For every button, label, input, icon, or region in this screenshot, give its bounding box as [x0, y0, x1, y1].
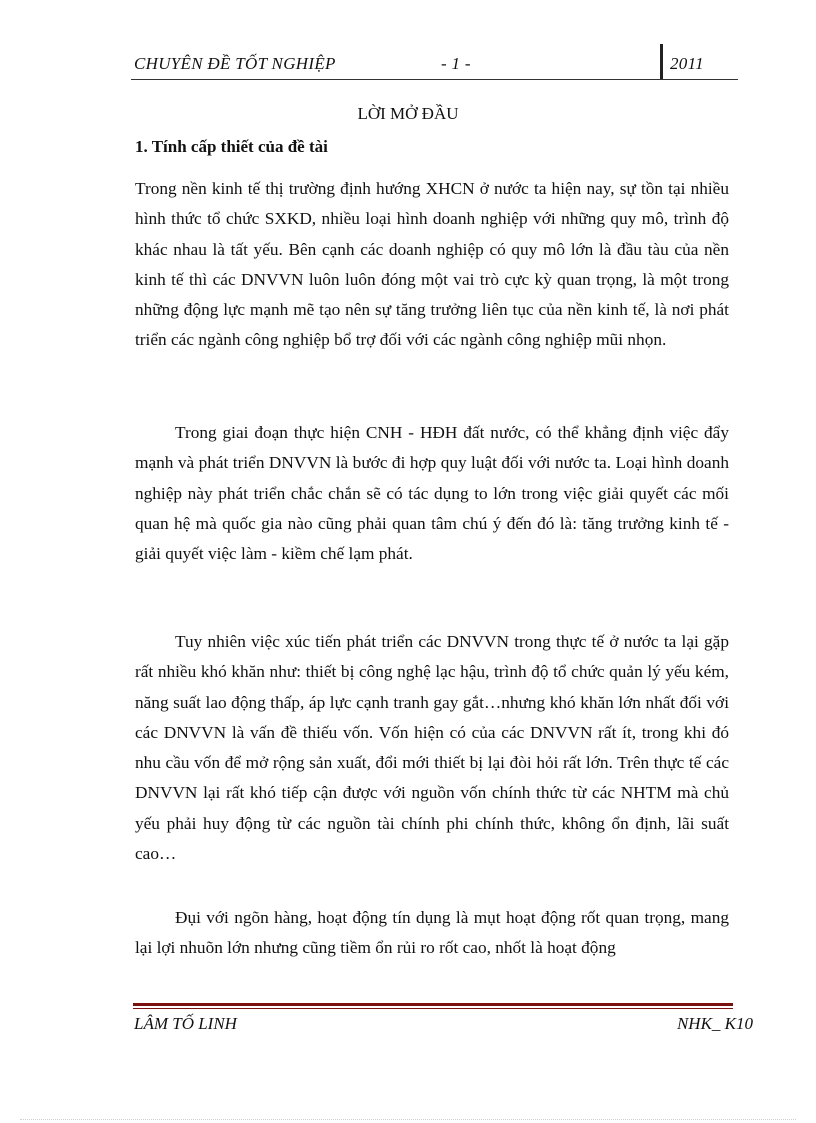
paragraph-2: Trong giai đoạn thực hiện CNH - HĐH đất nước, có thể khẳng định việc đẩy mạnh và phát triển DNVVN là bước đi hợp quy luật đối với nước ta. Loại hình doanh nghiệp này phát triển chắc chắn sẽ có tác dụng to lớn trong việc giải quyết các mối quan hệ mà quốc gia nào cũng phải quan tâm chú ý đến đó là: tăng trưởng kinh tế - giải quyết việc làm - kiềm chế lạm phát. — [135, 423, 729, 564]
header-year: 2011 — [670, 54, 704, 73]
header-page-number: - 1 - — [441, 54, 471, 73]
header-divider — [660, 44, 663, 80]
document-heading: LỜI MỞ ĐẦU — [357, 104, 459, 123]
header-title: CHUYÊN ĐỀ TỐT NGHIỆP — [134, 54, 336, 73]
paragraph-3: Tuy nhiên việc xúc tiến phát triển các DNVVN trong thực tế ở nước ta lại gặp rất nhiều khó khăn như: thiết bị công nghệ lạc hậu, trình độ tổ chức quản lý yếu kém, năng suất lao động thấp, áp lực cạnh tranh gay gắt…nhưng khó khăn lớn nhất đối với các DNVVN là vấn đề thiếu vốn. Vốn hiện có của các DNVVN rất ít, trong khi đó nhu cầu vốn để mở rộng sản xuất, đổi mới thiết bị lại đòi hỏi rất lớn. Trên thực tế các DNVVN lại rất khó tiếp cận được với nguồn vốn chính thức từ các NHTM mà chủ yếu phải huy động từ các nguồn tài chính phi chính thức, không ổn định, lãi suất cao… — [135, 632, 729, 864]
header-rule — [131, 79, 738, 80]
footer-rule-thick — [133, 1003, 733, 1006]
paragraph-1: Trong nền kinh tế thị trường định hướng XHCN ở nước ta hiện nay, sự tồn tại nhiều hình thức tổ chức SXKD, nhiều loại hình doanh nghiệp với những quy mô, trình độ khác nhau là tất yếu. Bên cạnh các doanh nghiệp có quy mô lớn là đầu tàu của nền kinh tế thì các DNVVN luôn luôn đóng một vai trò cực kỳ quan trọng, là một trong những động lực mạnh mẽ tạo nên sự tăng trưởng liên tục của nền kinh tế, là nơi phát triển các ngành công nghiệp bổ trợ đối với các ngành công nghiệp mũi nhọn. — [135, 179, 729, 350]
footer-class: NHK_ K10 — [676, 1014, 753, 1033]
paragraph-4: Đụi với ngõn hàng, hoạt động tín dụng là mụt hoạt động rốt quan trọng, mang lại lợi nhuõn lớn nhưng cũng tiềm ổn rủi ro rốt cao, nhốt là hoạt động — [135, 908, 729, 958]
page-edge-dots — [20, 1119, 796, 1120]
section-heading: 1. Tính cấp thiết của đề tài — [135, 137, 328, 156]
footer-rule-thin — [133, 1008, 733, 1009]
footer-author: LÂM TỐ LINH — [134, 1014, 237, 1033]
